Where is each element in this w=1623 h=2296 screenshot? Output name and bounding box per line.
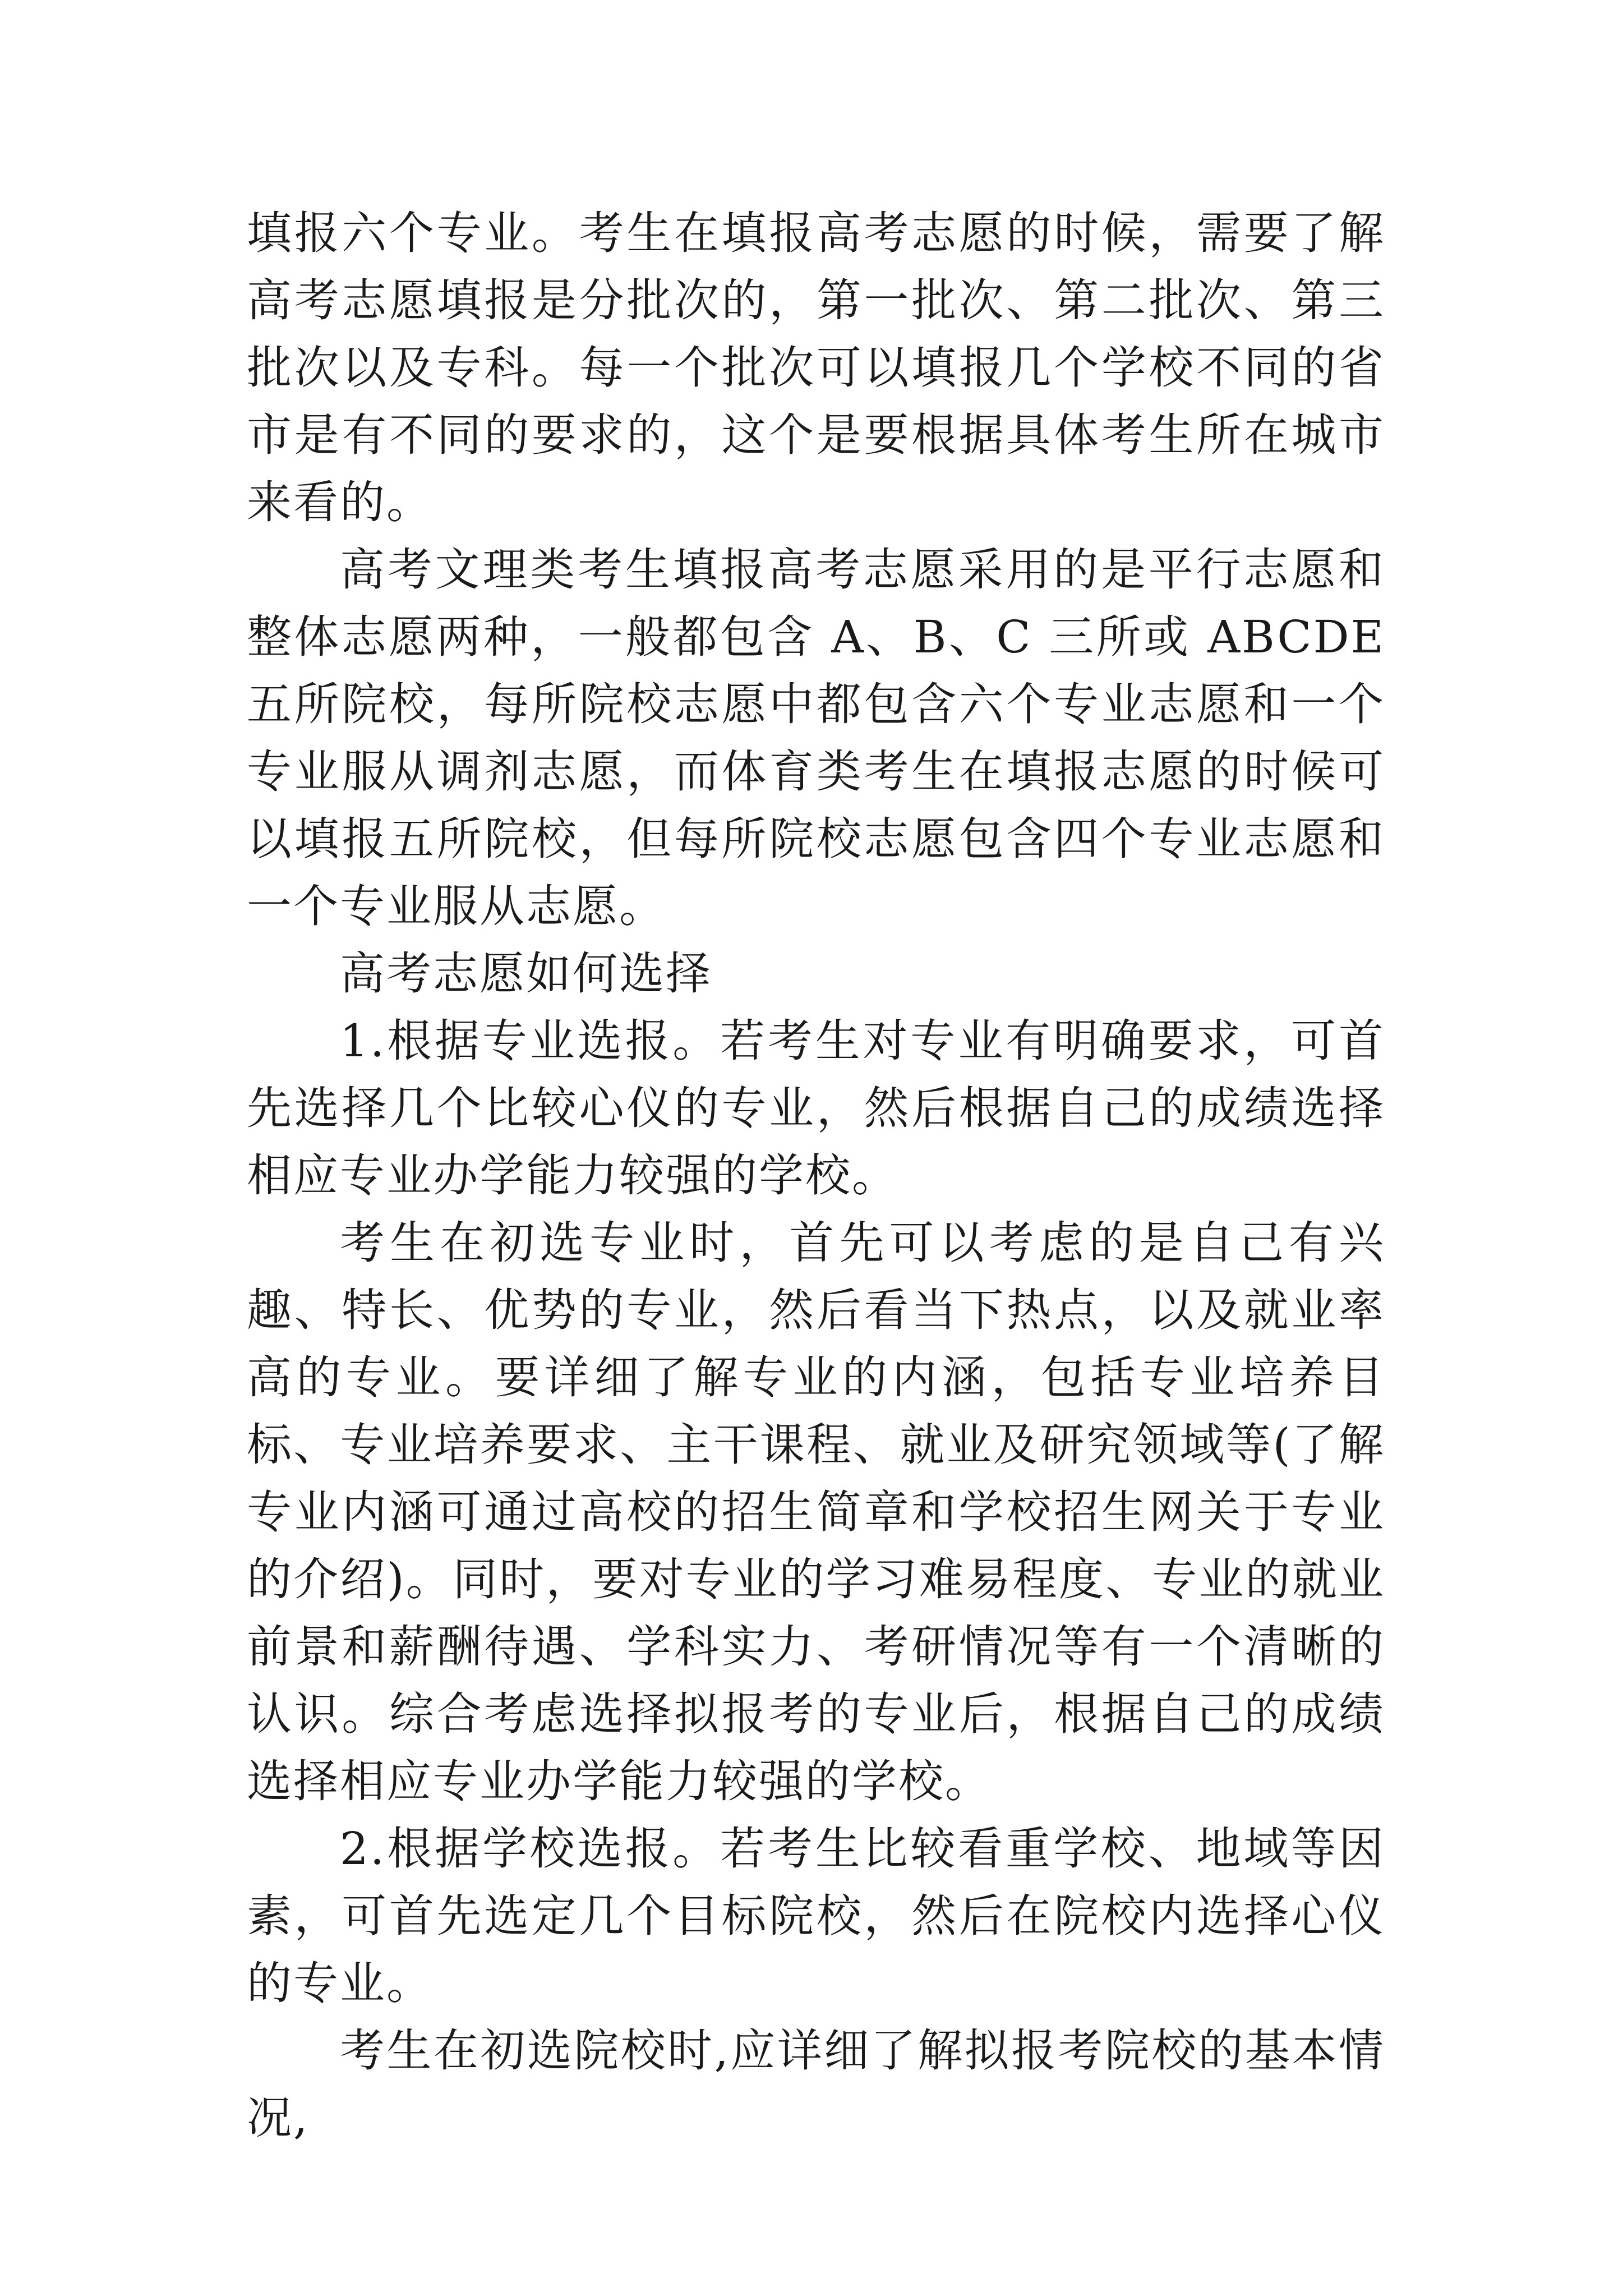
paragraph-6: 2.根据学校选报。若考生比较看重学校、地域等因素，可首先选定几个目标院校，然后在院校内选择心仪的专业。 xyxy=(247,1823,1385,2009)
paragraph-4: 1.根据专业选报。若考生对专业有明确要求，可首先选择几个比较心仪的专业，然后根据自己的成绩选择相应专业办学能力较强的学校。 xyxy=(247,1015,1385,1202)
paragraph-3-heading: 高考志愿如何选择 xyxy=(340,947,712,1000)
paragraph-7: 考生在初选院校时,应详细了解拟报考院校的基本情况, xyxy=(247,2024,1385,2144)
document-body xyxy=(247,200,1385,2152)
paragraph-1: 填报六个专业。考生在填报高考志愿的时候，需要了解高考志愿填报是分批次的，第一批次、第二批次、第三批次以及专科。每一个批次可以填报几个学校不同的省市是有不同的要求的，这个是要根据具体考生所在城市来看的。 xyxy=(247,207,1385,528)
paragraph-5: 考生在初选专业时，首先可以考虑的是自己有兴趣、特长、优势的专业，然后看当下热点，以及就业率高的专业。要详细了解专业的内涵，包括专业培养目标、专业培养要求、主干课程、就业及研究领域等(了解专业内涵可通过高校的招生简章和学校招生网关于专业的介绍)。同时，要对专业的学习难易程度、专业的就业前景和薪酬待遇、学科实力、考研情况等有一个清晰的认识。综合考虑选择拟报考的专业后，根据自己的成绩选择相应专业办学能力较强的学校。 xyxy=(247,1217,1385,1807)
paragraph-2: 高考文理类考生填报高考志愿采用的是平行志愿和整体志愿两种，一般都包含 A、B、C 三所或 ABCDE 五所院校，每所院校志愿中都包含六个专业志愿和一个专业服从调剂志愿，而体育类考生在填报志愿的时候可以填报五所院校，但每所院校志愿包含四个专业志愿和一个专业服从志愿。 xyxy=(247,544,1385,932)
